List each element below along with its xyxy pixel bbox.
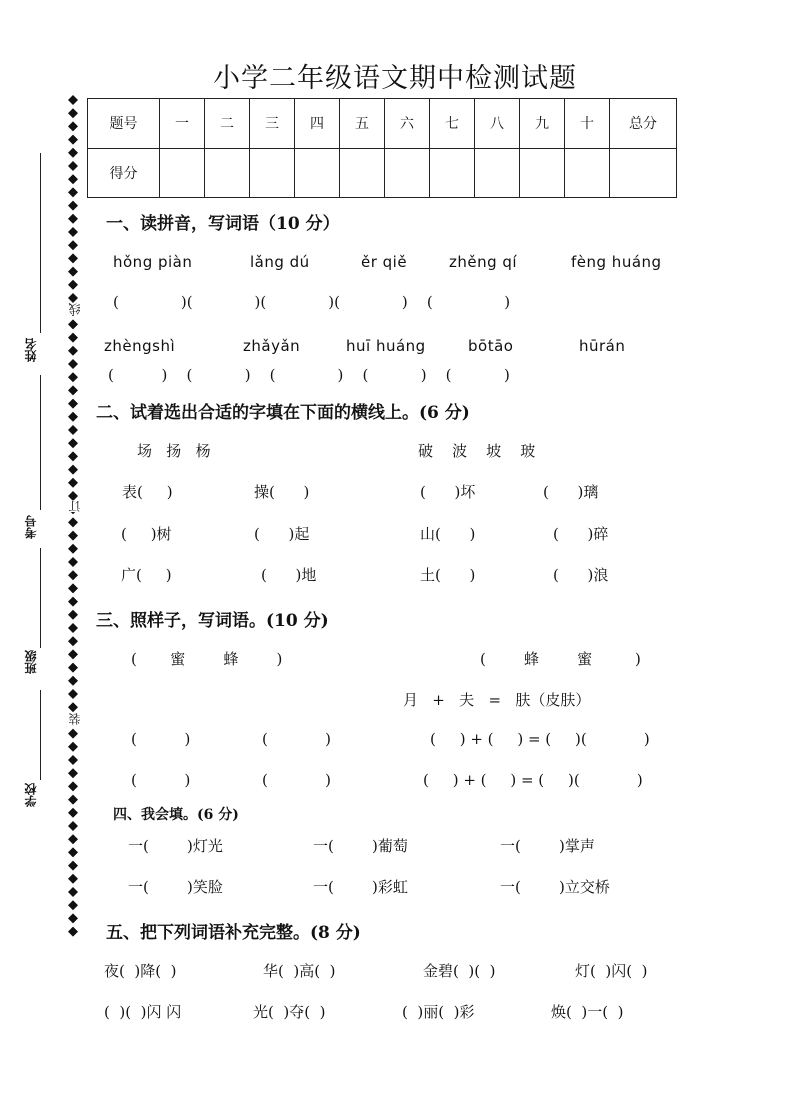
fill-blank-item[interactable]: ( ) — [262, 771, 331, 789]
fill-blank-item[interactable]: ( ) + ( ) = ( )( ) — [423, 771, 643, 789]
name-field-label: 姓名 — [24, 338, 38, 362]
exam-number-line — [40, 375, 41, 510]
pinyin-item: zhǎyǎn — [243, 337, 301, 355]
score-row-label: 得分 — [88, 148, 160, 198]
section2-char-group-1: 场 扬 杨 — [137, 442, 211, 460]
fill-blank-item[interactable]: 金碧( )( ) — [423, 962, 496, 980]
pinyin-item: zhèngshì — [104, 337, 176, 355]
fill-blank-item[interactable]: 一( )灯光 — [128, 837, 223, 855]
score-cell[interactable] — [205, 148, 250, 198]
header-cell: 三 — [250, 99, 295, 149]
fill-blank-item[interactable]: 一( )立交桥 — [500, 878, 610, 896]
section2-char-group-2: 破 波 坡 玻 — [418, 442, 536, 460]
binding-mark-xian: 线 — [68, 303, 82, 315]
fill-blank-item[interactable]: 一( )掌声 — [500, 837, 595, 855]
score-cell[interactable] — [430, 148, 475, 198]
school-line — [40, 690, 41, 780]
header-cell: 十 — [565, 99, 610, 149]
fill-blank-item[interactable]: 灯( )闪( ) — [575, 962, 648, 980]
fill-blank-item[interactable]: 焕( )一( ) — [551, 1003, 624, 1021]
header-cell: 九 — [520, 99, 565, 149]
fill-blank-item[interactable]: ( ) + ( ) = ( )( ) — [430, 730, 650, 748]
fill-blank-item[interactable]: 操( ) — [254, 483, 310, 501]
fill-blank-item[interactable]: ( ) — [262, 730, 331, 748]
fill-blank-item[interactable]: ( )坏 — [420, 483, 476, 501]
score-cell[interactable] — [385, 148, 430, 198]
header-cell: 二 — [205, 99, 250, 149]
score-table-score-row — [88, 148, 677, 198]
section1-answer-blanks-row1[interactable]: ( )( )( )( ) ( ) — [113, 293, 511, 311]
class-line — [40, 548, 41, 648]
header-cell: 八 — [475, 99, 520, 149]
score-cell[interactable] — [295, 148, 340, 198]
section3-example-right: ( 蜂 蜜 ) — [480, 650, 641, 668]
section4-heading: 四、我会填。(6 分) — [113, 807, 239, 823]
pinyin-item: zhěng qí — [449, 253, 518, 271]
binding-mark-ding: 订 — [68, 500, 82, 512]
fill-blank-item[interactable]: ( )浪 — [553, 566, 609, 584]
header-cell: 一 — [160, 99, 205, 149]
header-cell: 四 — [295, 99, 340, 149]
section1-answer-blanks-row2[interactable]: ( ) ( ) ( ) ( ) ( ) — [108, 366, 510, 384]
score-cell[interactable] — [520, 148, 565, 198]
pinyin-item: ěr qiě — [361, 253, 408, 271]
fill-blank-item[interactable]: ( )丽( )彩 — [402, 1003, 475, 1021]
fill-blank-item[interactable]: 表( ) — [122, 483, 173, 501]
score-cell[interactable] — [160, 148, 205, 198]
section3-formula-example: 月 + 夫 = 肤（皮肤） — [403, 691, 591, 709]
fill-blank-item[interactable]: 广( ) — [121, 566, 172, 584]
score-cell[interactable] — [565, 148, 610, 198]
score-cell[interactable] — [475, 148, 520, 198]
score-cell[interactable] — [340, 148, 385, 198]
header-cell: 六 — [385, 99, 430, 149]
fill-blank-item[interactable]: ( )树 — [121, 525, 172, 543]
page-title: 小学二年级语文期中检测试题 — [213, 63, 577, 94]
section3-example-left: ( 蜜 蜂 ) — [131, 650, 283, 668]
score-cell-total[interactable] — [610, 148, 677, 198]
fill-blank-item[interactable]: 光( )夺( ) — [253, 1003, 326, 1021]
fill-blank-item[interactable]: ( )起 — [254, 525, 310, 543]
fill-blank-item[interactable]: 夜( )降( ) — [104, 962, 177, 980]
school-field-label: 学校 — [24, 783, 38, 807]
class-field-label: 班级 — [24, 650, 38, 674]
fill-blank-item[interactable]: 一( )彩虹 — [313, 878, 408, 896]
section5-heading: 五、把下列词语补充完整。(8 分) — [106, 923, 361, 943]
exam-number-field-label: 考号 — [24, 515, 38, 539]
name-line — [40, 153, 41, 333]
score-table — [87, 98, 677, 198]
fill-blank-item[interactable]: 土( ) — [420, 566, 476, 584]
header-cell: 五 — [340, 99, 385, 149]
pinyin-item: hūrán — [579, 337, 626, 355]
fill-blank-item[interactable]: 一( )葡萄 — [313, 837, 408, 855]
header-cell: 七 — [430, 99, 475, 149]
pinyin-item: hǒng piàn — [113, 253, 193, 271]
section1-heading: 一、读拼音，写词语（10 分） — [106, 214, 340, 234]
pinyin-item: fèng huáng — [571, 253, 662, 271]
score-table-header-row — [88, 99, 677, 149]
fill-blank-item[interactable]: 山( ) — [420, 525, 476, 543]
fill-blank-item[interactable]: ( ) — [131, 771, 191, 789]
score-cell[interactable] — [250, 148, 295, 198]
binding-mark-zhuang: 装 — [68, 713, 82, 725]
pinyin-item: bōtāo — [468, 337, 514, 355]
section2-heading: 二、试着选出合适的字填在下面的横线上。(6 分) — [96, 403, 470, 423]
fill-blank-item[interactable]: 一( )笑脸 — [128, 878, 223, 896]
pinyin-item: huī huáng — [346, 337, 426, 355]
fill-blank-item[interactable]: ( ) — [131, 730, 191, 748]
diamond-border-icon — [66, 95, 80, 940]
fill-blank-item[interactable]: ( )璃 — [543, 483, 599, 501]
fill-blank-item[interactable]: ( )碎 — [553, 525, 609, 543]
fill-blank-item[interactable]: 华( )高( ) — [263, 962, 336, 980]
header-cell-total: 总分 — [610, 99, 677, 149]
fill-blank-item[interactable]: ( )地 — [261, 566, 317, 584]
pinyin-item: lǎng dú — [250, 253, 310, 271]
fill-blank-item[interactable]: ( )( )闪 闪 — [104, 1003, 182, 1021]
header-cell-question-number: 题号 — [88, 99, 160, 149]
section3-heading: 三、照样子，写词语。(10 分) — [96, 611, 329, 631]
